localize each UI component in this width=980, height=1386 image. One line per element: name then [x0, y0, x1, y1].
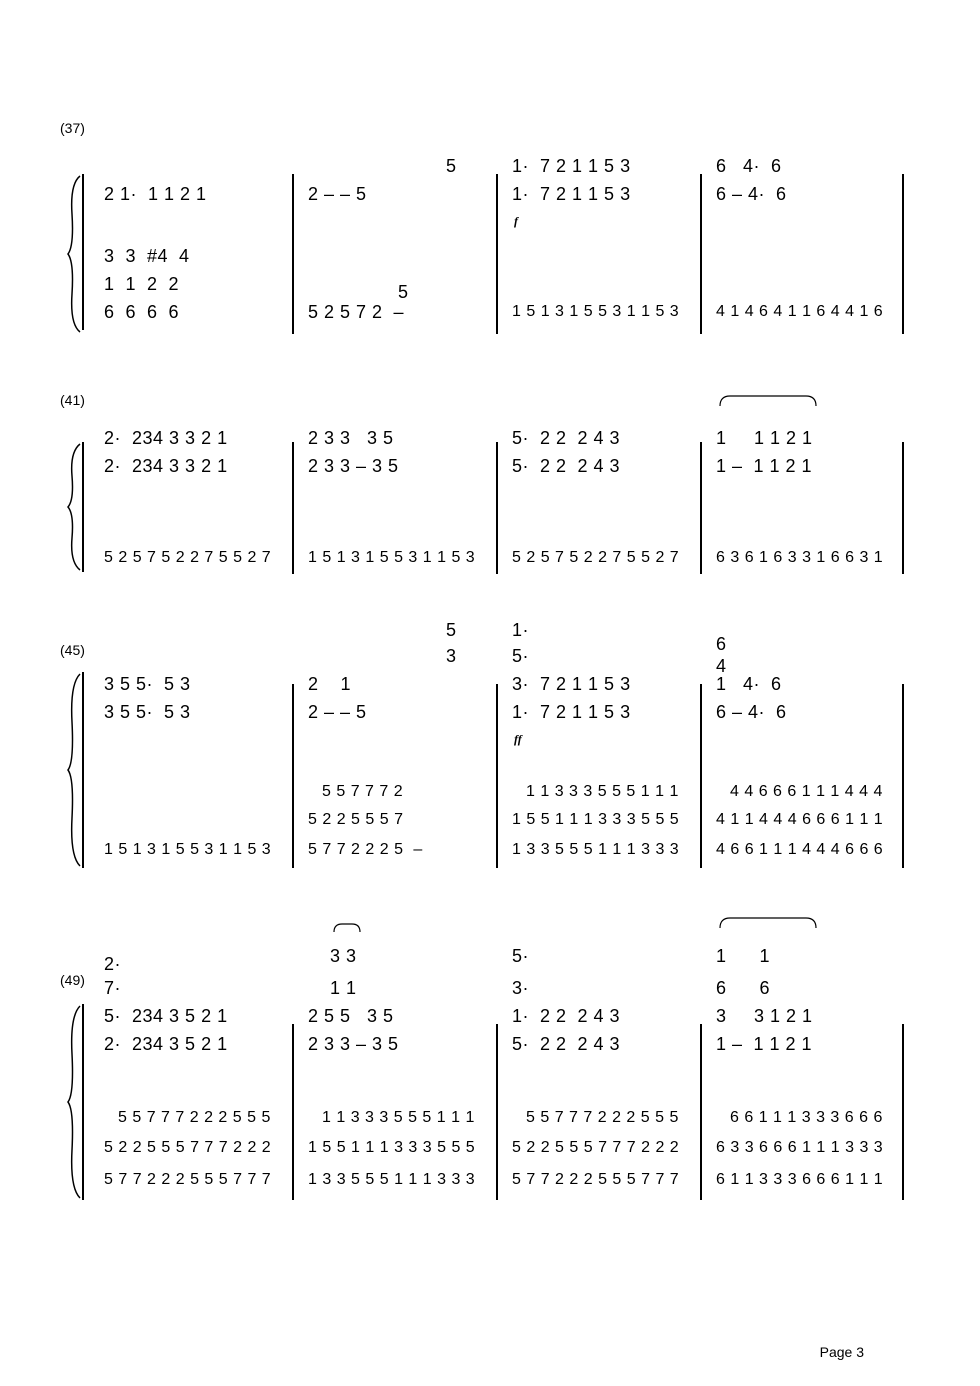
measure: 1 1 3 3 3 5 5 5 1 1 1: [526, 783, 679, 800]
bass-mid-row: [0, 1136, 980, 1160]
measure: 1 1 3 3 3 5 5 5 1 1 1: [322, 1109, 475, 1126]
measure: 5· 2 2 2 4 3: [512, 1034, 621, 1054]
measure: 3 3 #4 4: [104, 246, 190, 266]
measure: 5 2 2 5 5 5 7 7 7 2 2 2: [512, 1139, 680, 1156]
measure: 5 2 5 7 5 2 2 7 5 5 2 7: [512, 549, 680, 566]
measure: 1 3 3 5 5 5 1 1 1 3 3 3: [308, 1171, 476, 1188]
measure: 1 1 2 2: [104, 274, 180, 294]
measure: 1 5 1 3 1 5 5 3 1 1 5 3: [308, 549, 476, 566]
measure: 2 – – 5: [308, 702, 367, 722]
measure: 5: [398, 282, 409, 302]
bass-row: [0, 1168, 980, 1192]
measure: 2·: [104, 954, 122, 974]
page-number: Page 3: [819, 1344, 864, 1360]
treble-upper-row: [0, 154, 980, 178]
measure: 5 5 7 7 7 2 2 2 5 5 5: [118, 1109, 271, 1126]
system-37: [0, 120, 980, 340]
treble-lower-row: [0, 182, 980, 206]
bass-top-row: [0, 780, 980, 804]
measure: 2· 234 3 3 2 1: [104, 428, 228, 448]
measure: 2 1: [308, 674, 352, 694]
measure: 6 3 3 6 6 6 1 1 1 3 3 3: [716, 1139, 884, 1156]
measure: 6 3 6 1 6 3 3 1 6 6 3 1: [716, 549, 884, 566]
measure: 2· 234 3 5 2 1: [104, 1034, 228, 1054]
measure: 1 – 1 1 2 1: [716, 1034, 813, 1054]
measure: 3· 7 2 1 1 5 3: [512, 674, 631, 694]
measure: 5: [446, 620, 457, 640]
bass-row: [0, 546, 980, 570]
measure: 1 3 3 5 5 5 1 1 1 3 3 3: [512, 841, 680, 858]
dynamic-marking: f: [514, 214, 518, 228]
measure: 4 1 4 6 4 1 1 6 4 4 1 6: [716, 303, 884, 320]
treble-top-row: [0, 944, 980, 974]
measure-number: (49): [60, 972, 85, 988]
measure: 2 5 5 3 5: [308, 1006, 394, 1026]
measure: 7·: [104, 978, 122, 998]
measure: 6 6: [716, 978, 771, 998]
measure: 6 1 1 3 3 3 6 6 6 1 1 1: [716, 1171, 884, 1188]
measure: 2· 234 3 3 2 1: [104, 456, 228, 476]
tie-icon: [332, 922, 362, 934]
measure: 5 2 2 5 5 5 7 7 7 2 2 2: [104, 1139, 272, 1156]
measure: 5: [446, 156, 457, 176]
measure: 3 5 5· 5 3: [104, 674, 191, 694]
dynamic-marking: ff: [514, 732, 522, 746]
measure: 5 7 7 2 2 2 5 5 5 7 7 7: [512, 1171, 680, 1188]
measure: 5 7 7 2 2 2 5 –: [308, 841, 423, 858]
measure: 1· 2 2 2 4 3: [512, 1006, 621, 1026]
measure: 5 5 7 7 7 2 2 2 5 5 5: [526, 1109, 679, 1126]
system-49: [0, 912, 980, 1212]
measure: 1 5 5 1 1 1 3 3 3 5 5 5: [308, 1139, 476, 1156]
treble-upper-row: [0, 426, 980, 450]
measure: 1 – 1 1 2 1: [716, 456, 813, 476]
system-45: [0, 612, 980, 872]
bass-row: [0, 300, 980, 324]
measure: 1· 7 2 1 1 5 3: [512, 156, 631, 176]
measure: 6 – 4· 6: [716, 702, 787, 722]
measure: 1·: [512, 620, 530, 640]
measure: 6 4· 6: [716, 156, 782, 176]
measure: 5 7 7 2 2 2 5 5 5 7 7 7: [104, 1171, 272, 1188]
measure: 4: [716, 656, 727, 676]
measure: 1 1 1 2 1: [716, 428, 813, 448]
measure: 1 1: [716, 946, 771, 966]
measure: 1· 7 2 1 1 5 3: [512, 184, 631, 204]
measure: 2 3 3 – 3 5: [308, 1034, 399, 1054]
measure: 5 2 2 5 5 5 7: [308, 811, 404, 828]
measure: 3 3: [330, 946, 357, 966]
measure: 2 – – 5: [308, 184, 367, 204]
measure-number: (41): [60, 392, 85, 408]
slur-icon: [718, 916, 818, 930]
bass-top-row: [0, 1106, 980, 1130]
bass-row: [0, 272, 980, 302]
measure: 5 5 7 7 7 2: [322, 783, 404, 800]
measure: 1 5 5 1 1 1 3 3 3 5 5 5: [512, 811, 680, 828]
slur-icon: [718, 394, 818, 408]
measure: 4 6 6 1 1 1 4 4 4 6 6 6: [716, 841, 884, 858]
treble-upper-row: [0, 1004, 980, 1028]
measure: 6 – 4· 6: [716, 184, 787, 204]
system-41: [0, 392, 980, 582]
treble-lower-row: [0, 454, 980, 478]
treble-upper-row: [0, 672, 980, 696]
measure-number: (45): [60, 642, 85, 658]
treble-lower-row: [0, 700, 980, 724]
measure: 2 3 3 3 5: [308, 428, 394, 448]
measure: 6: [716, 634, 727, 654]
measure: 5· 2 2 2 4 3: [512, 456, 621, 476]
measure: 5 2 5 7 5 2 2 7 5 5 2 7: [104, 549, 272, 566]
measure-number: (37): [60, 120, 85, 136]
measure: 6 6 6 6: [104, 302, 180, 322]
measure: 3·: [512, 978, 530, 998]
measure: 4 4 6 6 6 1 1 1 4 4 4: [730, 783, 883, 800]
bass-row: [0, 244, 980, 268]
bass-mid-row: [0, 808, 980, 832]
measure: 5·: [512, 646, 530, 666]
measure: 1 5 1 3 1 5 5 3 1 1 5 3: [512, 303, 680, 320]
measure: 3 3 1 2 1: [716, 1006, 813, 1026]
measure: 5·: [512, 946, 530, 966]
measure: 1 1: [330, 978, 357, 998]
measure: 1· 7 2 1 1 5 3: [512, 702, 631, 722]
treble-mid-row: [0, 644, 980, 676]
measure: 1 4· 6: [716, 674, 782, 694]
treble-mid-row: [0, 976, 980, 1000]
measure: 5· 2 2 2 4 3: [512, 428, 621, 448]
measure: 1 5 1 3 1 5 5 3 1 1 5 3: [104, 841, 272, 858]
treble-lower-row: [0, 1032, 980, 1056]
measure: 2 1· 1 1 2 1: [104, 184, 207, 204]
measure: 6 6 1 1 1 3 3 3 6 6 6: [730, 1109, 883, 1126]
measure: 3: [446, 646, 457, 666]
measure: 3 5 5· 5 3: [104, 702, 191, 722]
measure: 5· 234 3 5 2 1: [104, 1006, 228, 1026]
measure: 5 2 5 7 2 –: [308, 302, 405, 322]
bass-row: [0, 838, 980, 862]
measure: 2 3 3 – 3 5: [308, 456, 399, 476]
measure: 4 1 1 4 4 4 6 6 6 1 1 1: [716, 811, 884, 828]
